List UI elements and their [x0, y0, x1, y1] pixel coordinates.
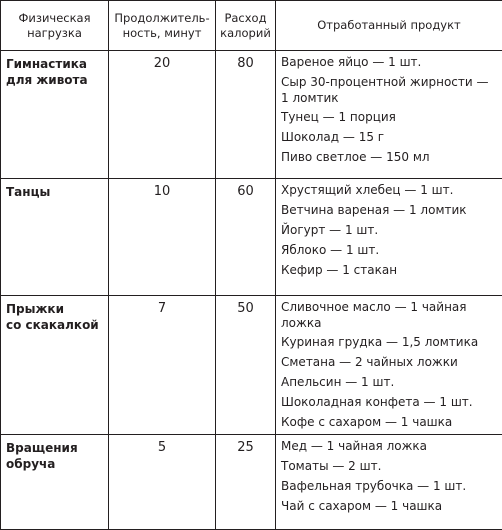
calories-cell: 80	[216, 51, 276, 179]
header-product: Отработанный продукт	[276, 1, 502, 51]
product-item: Сметана — 2 чайных ложки	[281, 354, 502, 371]
duration-cell: 5	[109, 435, 216, 530]
header-calories: Расход калорий	[216, 1, 276, 51]
table-row	[1, 51, 502, 179]
table-row	[1, 435, 502, 530]
product-item: Томаты — 2 шт.	[281, 458, 502, 475]
product-item: Сливочное масло — 1 чайная ложка	[281, 299, 502, 331]
product-item: Пиво светлое — 150 мл	[281, 149, 502, 166]
products-cell	[276, 51, 502, 179]
duration-cell: 7	[109, 296, 216, 435]
product-item: Кофе с сахаром — 1 чашка	[281, 414, 502, 431]
header-row	[1, 1, 502, 51]
duration-cell: 10	[109, 179, 216, 296]
activity-cell: Гимнастика для живота	[1, 51, 109, 179]
product-item: Йогурт — 1 шт.	[281, 222, 502, 239]
product-item: Сыр 30-процентной жирности — 1 ломтик	[281, 74, 502, 106]
table-row	[1, 179, 502, 296]
product-item: Кефир — 1 стакан	[281, 262, 502, 279]
product-item: Куриная грудка — 1,5 ломтика	[281, 334, 502, 351]
header-activity: Физическая нагрузка	[1, 1, 109, 51]
table-row	[1, 296, 502, 435]
product-item: Яблоко — 1 шт.	[281, 242, 502, 259]
activity-cell: Прыжки со скакалкой	[1, 296, 109, 435]
product-item: Шоколадная конфета — 1 шт.	[281, 394, 502, 411]
calories-cell: 25	[216, 435, 276, 530]
activity-cell: Танцы	[1, 179, 109, 296]
calories-cell: 50	[216, 296, 276, 435]
product-item: Чай с сахаром — 1 чашка	[281, 498, 502, 515]
header-duration: Продолжитель- ность, минут	[109, 1, 216, 51]
product-item: Шоколад — 15 г	[281, 129, 502, 146]
product-item: Тунец — 1 порция	[281, 109, 502, 126]
product-item: Вареное яйцо — 1 шт.	[281, 54, 502, 71]
calories-cell: 60	[216, 179, 276, 296]
products-cell	[276, 296, 502, 435]
products-cell	[276, 435, 502, 530]
products-cell	[276, 179, 502, 296]
product-item: Апельсин — 1 шт.	[281, 374, 502, 391]
product-item: Ветчина вареная — 1 ломтик	[281, 202, 502, 219]
duration-cell: 20	[109, 51, 216, 179]
activity-cell: Вращения обруча	[1, 435, 109, 530]
product-item: Хрустящий хлебец — 1 шт.	[281, 182, 502, 199]
product-item: Вафельная трубочка — 1 шт.	[281, 478, 502, 495]
product-item: Мед — 1 чайная ложка	[281, 438, 502, 455]
